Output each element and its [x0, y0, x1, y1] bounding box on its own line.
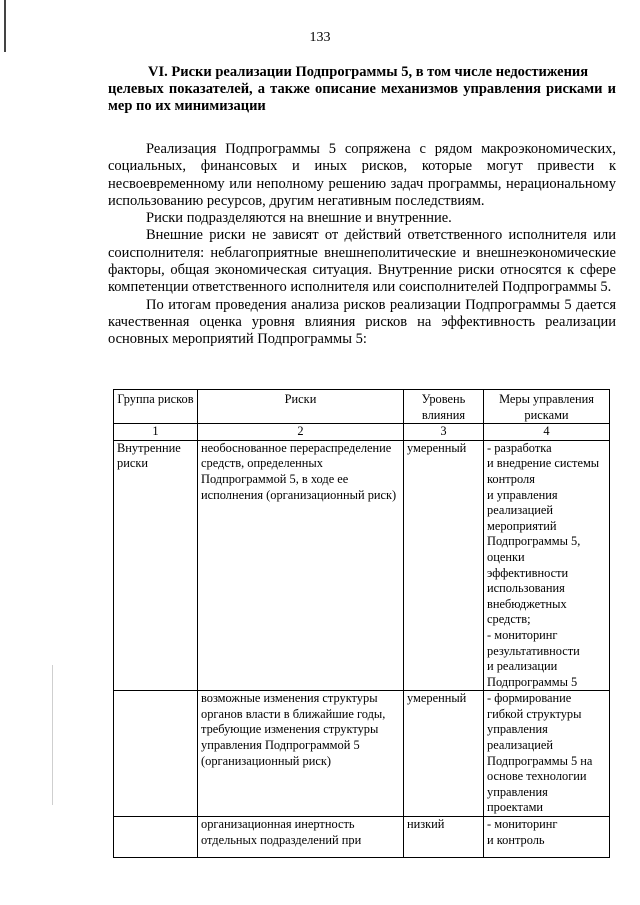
risk-group-cell: [114, 817, 198, 858]
column-number: 4: [484, 424, 610, 441]
paragraph: Реализация Подпрограммы 5 сопряжена с рядом макроэкономических, социальных, финансовых и иных рисков, которые могут привести к несвоевременному или неполному решению задач программы, нерациональному использованию ресурсов, другим негативным последствиям.: [108, 141, 616, 209]
section-body: [108, 141, 616, 349]
table-row: [114, 691, 610, 817]
section-heading: [108, 64, 616, 115]
paragraph: По итогам проведения анализа рисков реализации Подпрограммы 5 дается качественная оценка уровня влияния рисков на эффективность реализации основных мероприятий Подпрограммы 5:: [108, 296, 616, 348]
column-header-measures: Меры управления рисками: [484, 390, 610, 424]
risk-description-cell: организационная инертность отдельных подразделений при: [198, 817, 404, 858]
column-number-row: [114, 424, 610, 441]
column-number: 2: [198, 424, 404, 441]
risk-description-cell: необоснованное перераспределение средств, определенных Подпрограммой 5, в ходе ее исполнения (организационный риск): [198, 440, 404, 691]
paragraph: Внешние риски не зависят от действий ответственного исполнителя или соисполнителя: неблагоприятные внешнеполитические и внешнеэкономические факторы, общая экономическая ситуация. Внутренние риски относятся к сфере компетенции ответственного исполнителя или соисполнителей Подпрограммы 5.: [108, 227, 616, 296]
section-heading-line1: VI. Риски реализации Подпрограммы 5, в том числе недостижения: [148, 64, 589, 80]
table-row: [114, 817, 610, 858]
table-row: [114, 440, 610, 691]
influence-level-cell: умеренный: [404, 440, 484, 691]
column-header-level: Уровень влияния: [404, 390, 484, 424]
page-number: 133: [309, 30, 331, 45]
column-header-risks: Риски: [198, 390, 404, 424]
measures-cell: - разработка и внедрение системы контроля и управления реализацией мероприятий Подпрограммы 5, оценки эффективности использования внебюджетных средств; - мониторинг результативности и реализации Подпрограммы 5: [484, 440, 610, 691]
column-header-group: Группа рисков: [114, 390, 198, 424]
risk-description-cell: возможные изменения структуры органов власти в ближайшие годы, требующие изменения структуры управления Подпрограммой 5 (организационный риск): [198, 691, 404, 817]
paragraph: Риски подразделяются на внешние и внутренние.: [146, 210, 452, 227]
section-heading-rest: целевых показателей, а также описание механизмов управления рисками и мер по их минимизации: [108, 81, 616, 114]
measures-cell: - формирование гибкой структуры управления реализацией Подпрограммы 5 на основе технологии управления проектами: [484, 691, 610, 817]
risk-group-cell: Внутренние риски: [114, 440, 198, 691]
risk-table: [113, 389, 610, 858]
column-number: 3: [404, 424, 484, 441]
scan-artifact-line: [52, 665, 53, 805]
table-header-row: [114, 390, 610, 424]
influence-level-cell: умеренный: [404, 691, 484, 817]
risk-group-cell: [114, 691, 198, 817]
column-number: 1: [114, 424, 198, 441]
influence-level-cell: низкий: [404, 817, 484, 858]
measures-cell: - мониторинг и контроль: [484, 817, 610, 858]
